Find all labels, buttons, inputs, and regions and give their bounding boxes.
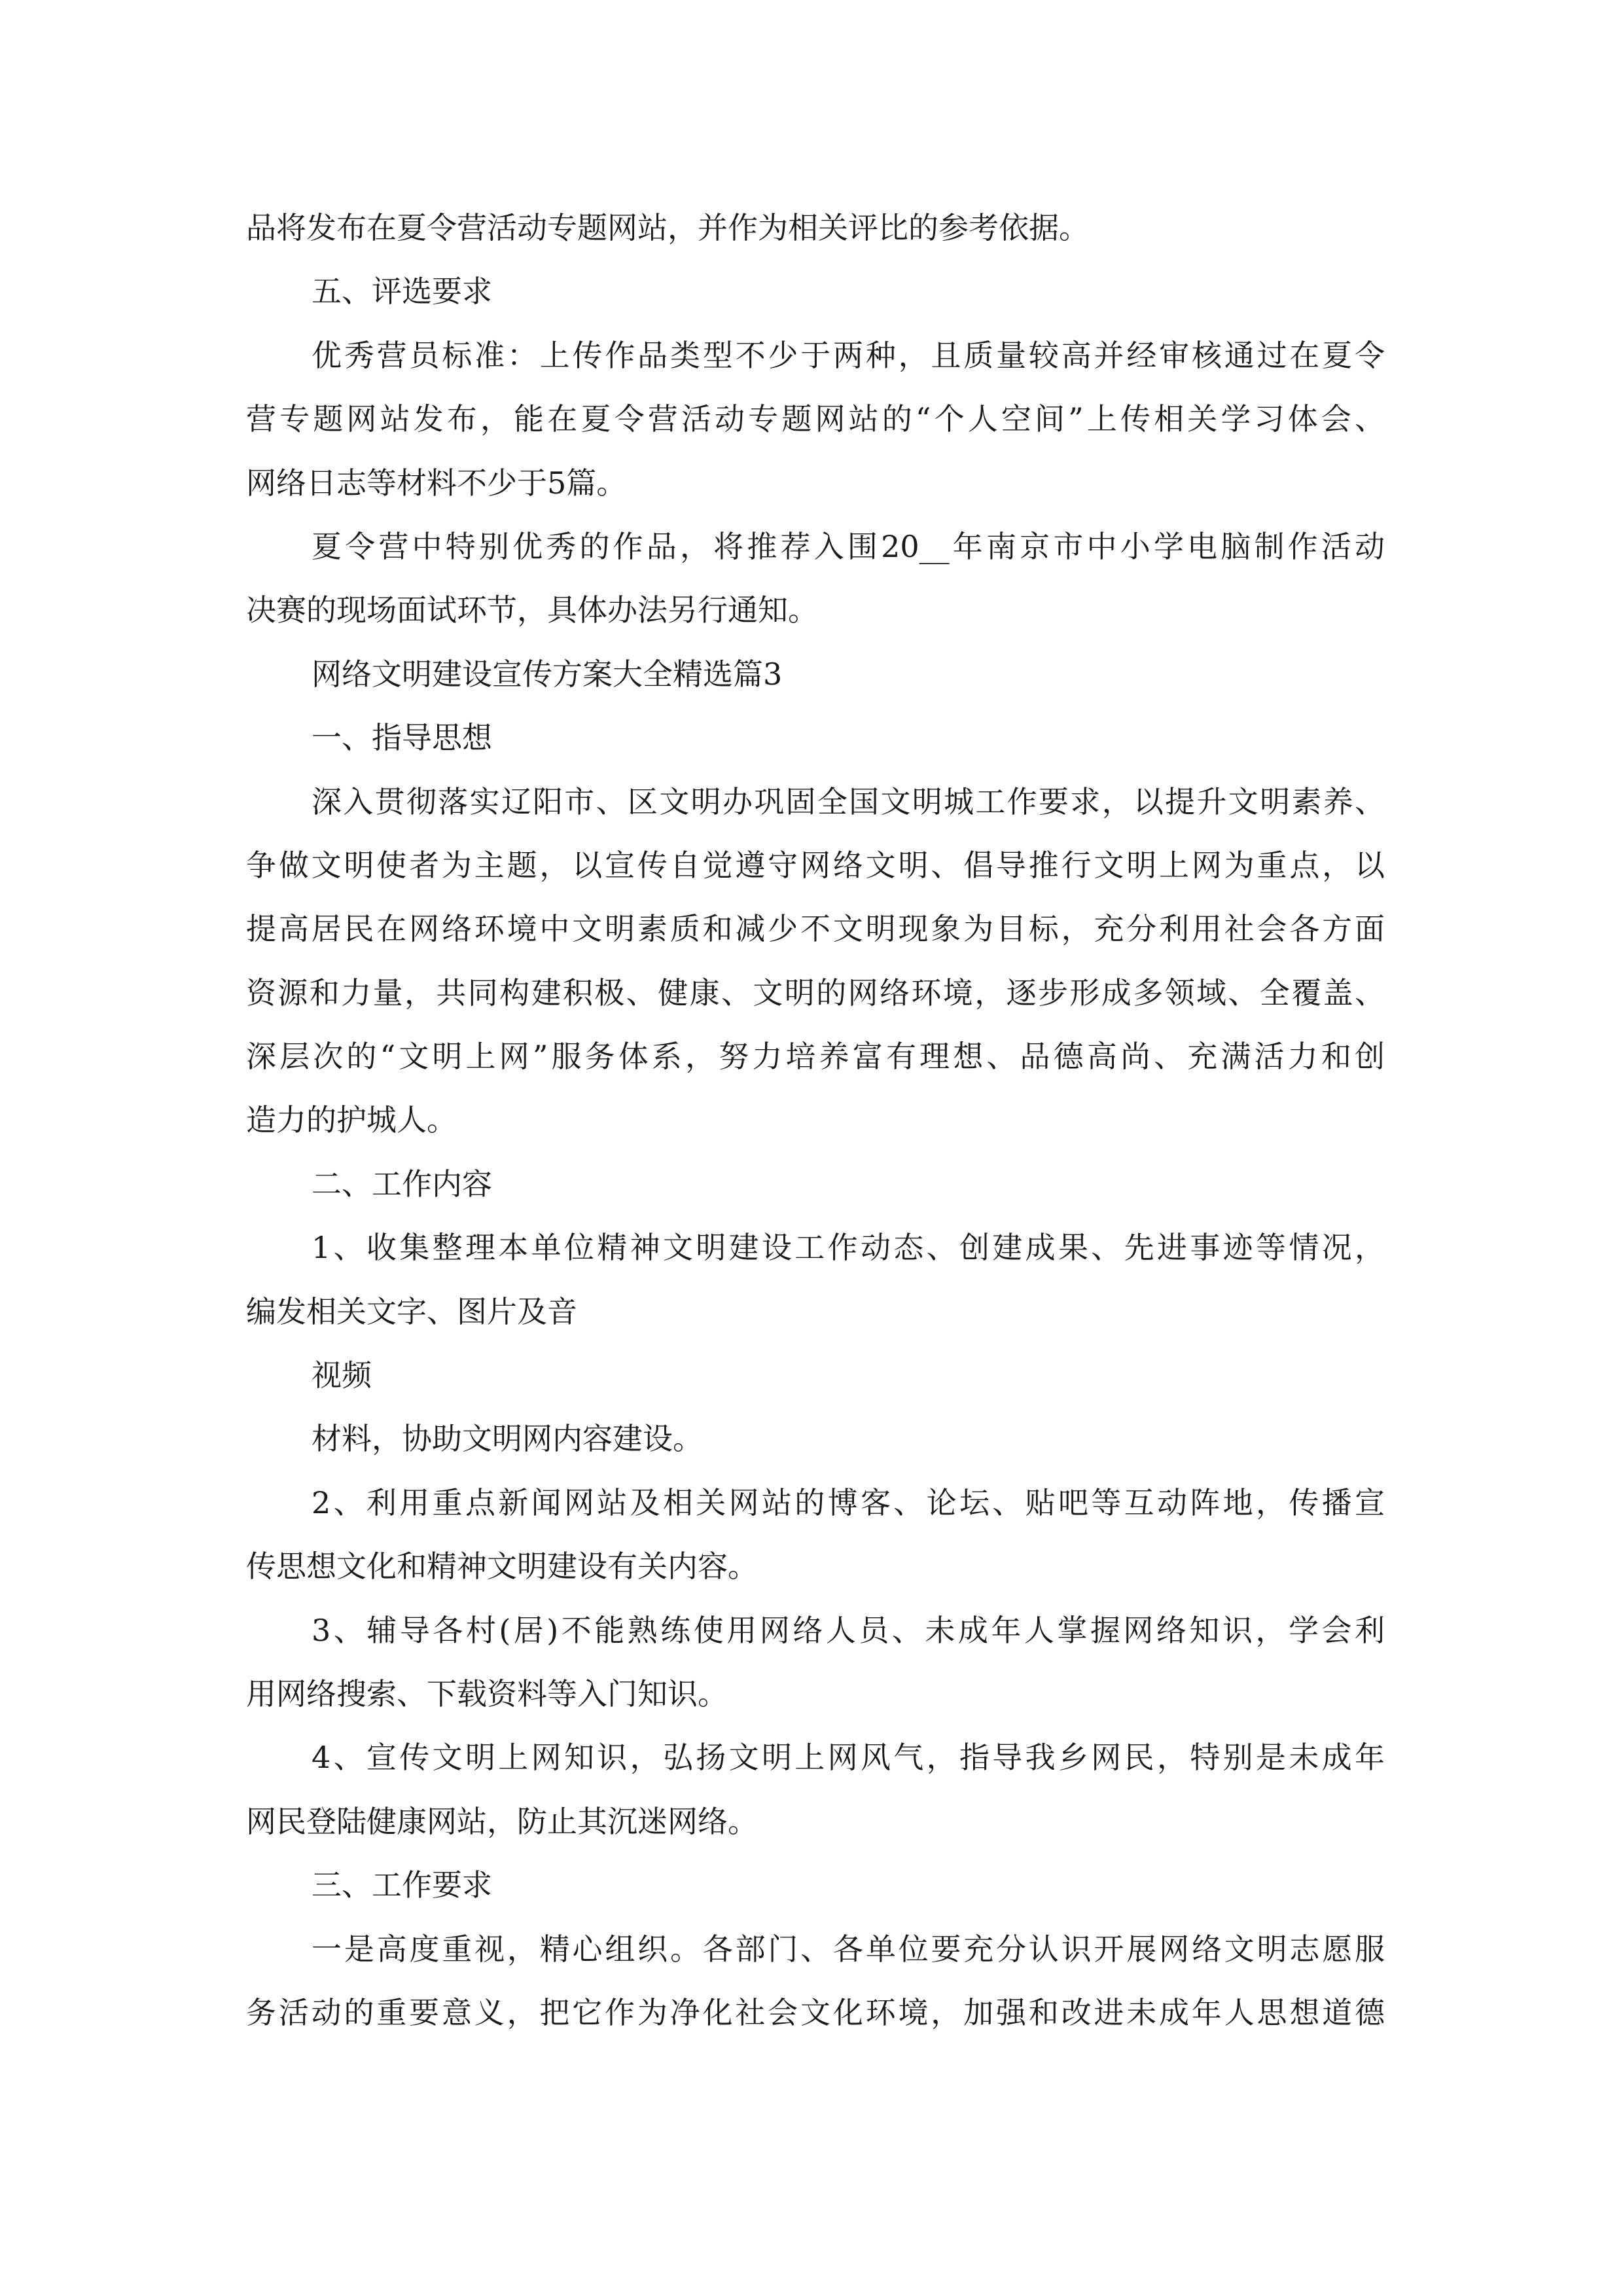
section-heading: 五、评选要求	[312, 274, 492, 310]
body-text	[246, 196, 1385, 2045]
text-line: 资源和力量，共同构建积极、健康、文明的网络环境，逐步形成多领域、全覆盖、	[246, 975, 1385, 1011]
text-line: 营专题网站发布，能在夏令营活动专题网站的“个人空间”上传相关学习体会、	[246, 401, 1385, 437]
text-line: 优秀营员标准：上传作品类型不少于两种，且质量较高并经审核通过在夏令	[312, 337, 1385, 373]
text-line: 决赛的现场面试环节，具体办法另行通知。	[246, 592, 818, 628]
text-line: 用网络搜索、下载资料等入门知识。	[246, 1676, 728, 1712]
text-line: 传思想文化和精神文明建设有关内容。	[246, 1549, 758, 1585]
text-line: 材料，协助文明网内容建设。	[312, 1421, 703, 1457]
section-heading: 一、指导思想	[312, 720, 492, 756]
text-line: 深入贯彻落实辽阳市、区文明办巩固全国文明城工作要求，以提升文明素养、	[312, 783, 1385, 819]
section-heading: 二、工作内容	[312, 1166, 492, 1202]
text-line: 网络日志等材料不少于5篇。	[246, 465, 627, 501]
text-line: 编发相关文字、图片及音	[246, 1293, 577, 1329]
article-title: 网络文明建设宣传方案大全精选篇3	[312, 656, 783, 692]
text-line: 4、宣传文明上网知识，弘扬文明上网风气，指导我乡网民，特别是未成年	[312, 1740, 1385, 1776]
text-line: 3、辅导各村(居)不能熟练使用网络人员、未成年人掌握网络知识，学会利	[312, 1612, 1385, 1648]
text-line: 务活动的重要意义，把它作为净化社会文化环境，加强和改进未成年人思想道德	[246, 1994, 1385, 2030]
text-line: 品将发布在夏令营活动专题网站，并作为相关评比的参考依据。	[246, 210, 1089, 245]
text-line: 1、收集整理本单位精神文明建设工作动态、创建成果、先进事迹等情况，	[312, 1230, 1385, 1266]
text-line: 一是高度重视，精心组织。各部门、各单位要充分认识开展网络文明志愿服	[312, 1931, 1385, 1967]
text-line: 网民登陆健康网站，防止其沉迷网络。	[246, 1803, 758, 1839]
text-line: 视频	[312, 1357, 372, 1393]
text-line: 夏令营中特别优秀的作品，将推荐入围20__年南京市中小学电脑制作活动	[312, 528, 1385, 564]
text-line: 2、利用重点新闻网站及相关网站的博客、论坛、贴吧等互动阵地，传播宣	[312, 1484, 1385, 1520]
text-line: 造力的护城人。	[246, 1102, 457, 1138]
text-line: 深层次的“文明上网”服务体系，努力培养富有理想、品德高尚、充满活力和创	[246, 1039, 1385, 1075]
section-heading: 三、工作要求	[312, 1867, 492, 1903]
text-line: 提高居民在网络环境中文明素质和减少不文明现象为目标，充分利用社会各方面	[246, 911, 1385, 947]
text-line: 争做文明使者为主题，以宣传自觉遵守网络文明、倡导推行文明上网为重点，以	[246, 847, 1385, 883]
